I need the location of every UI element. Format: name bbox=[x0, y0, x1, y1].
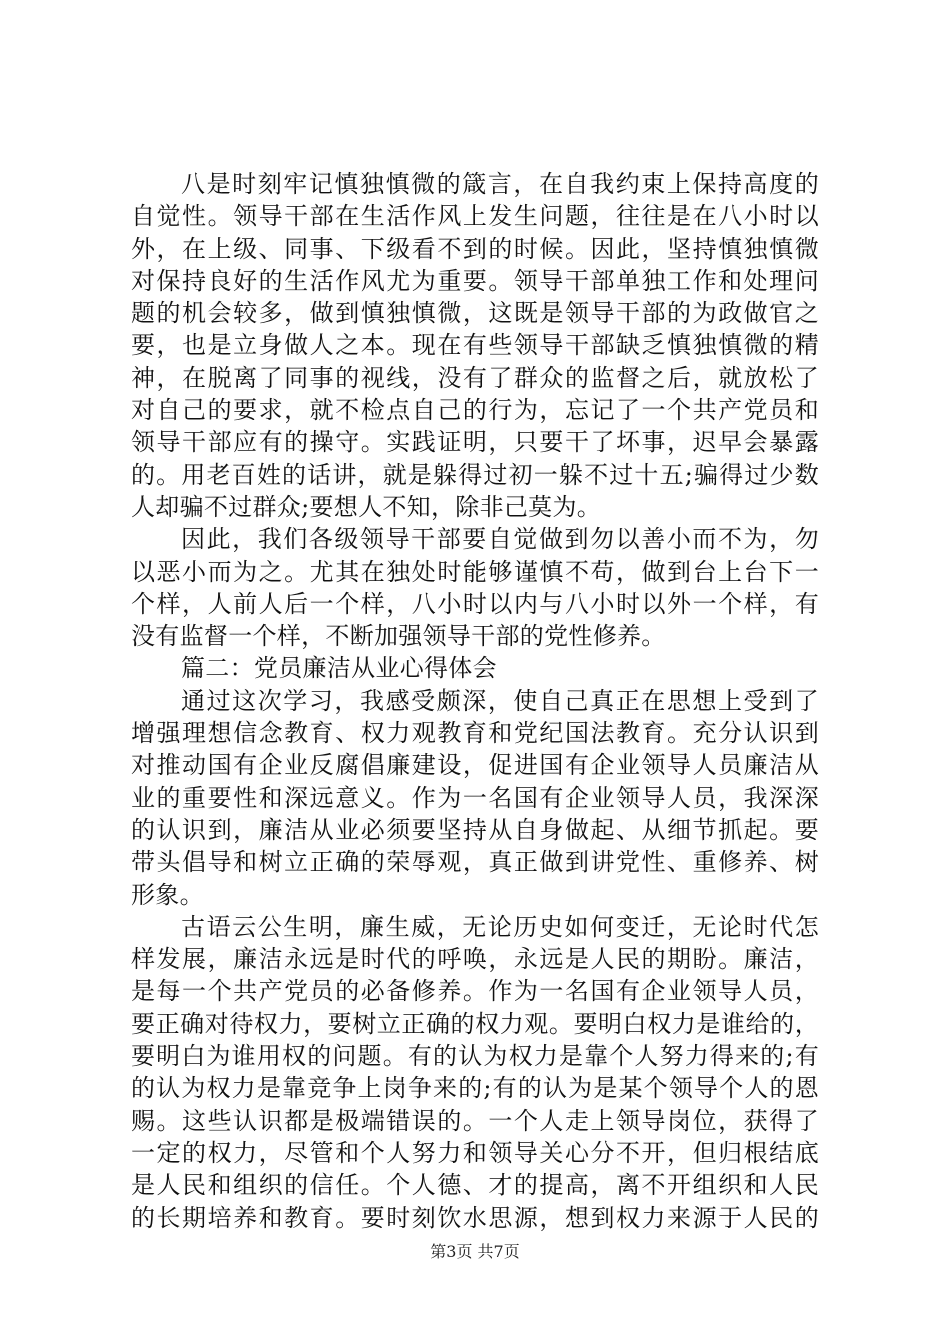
text-line: 对保持良好的生活作风尤为重要。领导干部单独工作和处理问 bbox=[131, 266, 819, 295]
paragraph bbox=[131, 168, 819, 523]
text-line: 人却骗不过群众;要想人不知，除非己莫为。 bbox=[131, 492, 602, 521]
text-line: 一定的权力，尽管和个人努力和领导关心分不开，但归根结底 bbox=[131, 1138, 819, 1167]
text-line: 因此，我们各级领导干部要自觉做到勿以善小而不为，勿 bbox=[181, 525, 819, 554]
text-line: 个样，人前人后一个样，八小时以内与八小时以外一个样，有 bbox=[131, 589, 819, 618]
text-line: 样发展，廉洁永远是时代的呼唤，永远是人民的期盼。廉洁， bbox=[131, 945, 819, 974]
text-line: 的认识到，廉洁从业必须要坚持从自身做起、从细节抓起。要 bbox=[131, 815, 819, 844]
text-line: 以恶小而为之。尤其在独处时能够谨慎不苟，做到台上台下一 bbox=[131, 557, 819, 586]
text-line: 外，在上级、同事、下级看不到的时候。因此，坚持慎独慎微 bbox=[131, 234, 819, 263]
text-line: 没有监督一个样，不断加强领导干部的党性修养。 bbox=[131, 622, 666, 651]
text-line: 赐。这些认识都是极端错误的。一个人走上领导岗位，获得了 bbox=[131, 1106, 819, 1135]
text-line: 领导干部应有的操守。实践证明，只要干了坏事，迟早会暴露 bbox=[131, 428, 819, 457]
text-line: 的长期培养和教育。要时刻饮水思源，想到权力来源于人民的 bbox=[131, 1203, 819, 1232]
text-line: 神，在脱离了同事的视线，没有了群众的监督之后，就放松了 bbox=[131, 363, 819, 392]
text-line: 八是时刻牢记慎独慎微的箴言，在自我约束上保持高度的 bbox=[181, 170, 819, 198]
text-line: 对推动国有企业反腐倡廉建设，促进国有企业领导人员廉洁从 bbox=[131, 751, 819, 780]
paragraph bbox=[131, 523, 819, 652]
text-line: 增强理想信念教育、权力观教育和党纪国法教育。充分认识到 bbox=[131, 719, 819, 748]
text-line: 要正确对待权力，要树立正确的权力观。要明白权力是谁给的， bbox=[131, 1009, 819, 1038]
text-line: 业的重要性和深远意义。作为一名国有企业领导人员，我深深 bbox=[131, 783, 819, 812]
text-line: 要明白为谁用权的问题。有的认为权力是靠个人努力得来的;有 bbox=[131, 1042, 819, 1071]
paragraph bbox=[131, 911, 819, 1234]
page-number: 第3页 共7页 bbox=[430, 1242, 520, 1261]
paragraph bbox=[131, 685, 819, 911]
document-body bbox=[131, 168, 819, 1234]
text-line: 通过这次学习，我感受颇深，使自己真正在思想上受到了 bbox=[181, 686, 819, 715]
text-line: 篇二：党员廉洁从业心得体会 bbox=[181, 654, 497, 683]
section-heading bbox=[131, 652, 819, 684]
text-line: 对自己的要求，就不检点自己的行为，忘记了一个共产党员和 bbox=[131, 396, 819, 425]
text-line: 题的机会较多，做到慎独慎微，这既是领导干部的为政做官之 bbox=[131, 299, 819, 328]
text-line: 的认为权力是靠竞争上岗争来的;有的认为是某个领导个人的恩 bbox=[131, 1074, 819, 1103]
text-line: 形象。 bbox=[131, 880, 204, 909]
text-line: 要，也是立身做人之本。现在有些领导干部缺乏慎独慎微的精 bbox=[131, 331, 819, 360]
text-line: 自觉性。领导干部在生活作风上发生问题，往往是在八小时以 bbox=[131, 202, 819, 231]
text-line: 古语云公生明，廉生威，无论历史如何变迁，无论时代怎 bbox=[181, 912, 819, 941]
text-line: 是人民和组织的信任。个人德、才的提高，离不开组织和人民 bbox=[131, 1171, 819, 1200]
text-line: 带头倡导和树立正确的荣辱观，真正做到讲党性、重修养、树 bbox=[131, 848, 819, 877]
text-line: 是每一个共产党员的必备修养。作为一名国有企业领导人员， bbox=[131, 977, 819, 1006]
text-line: 的。用老百姓的话讲，就是躲得过初一躲不过十五;骗得过少数 bbox=[131, 460, 819, 489]
